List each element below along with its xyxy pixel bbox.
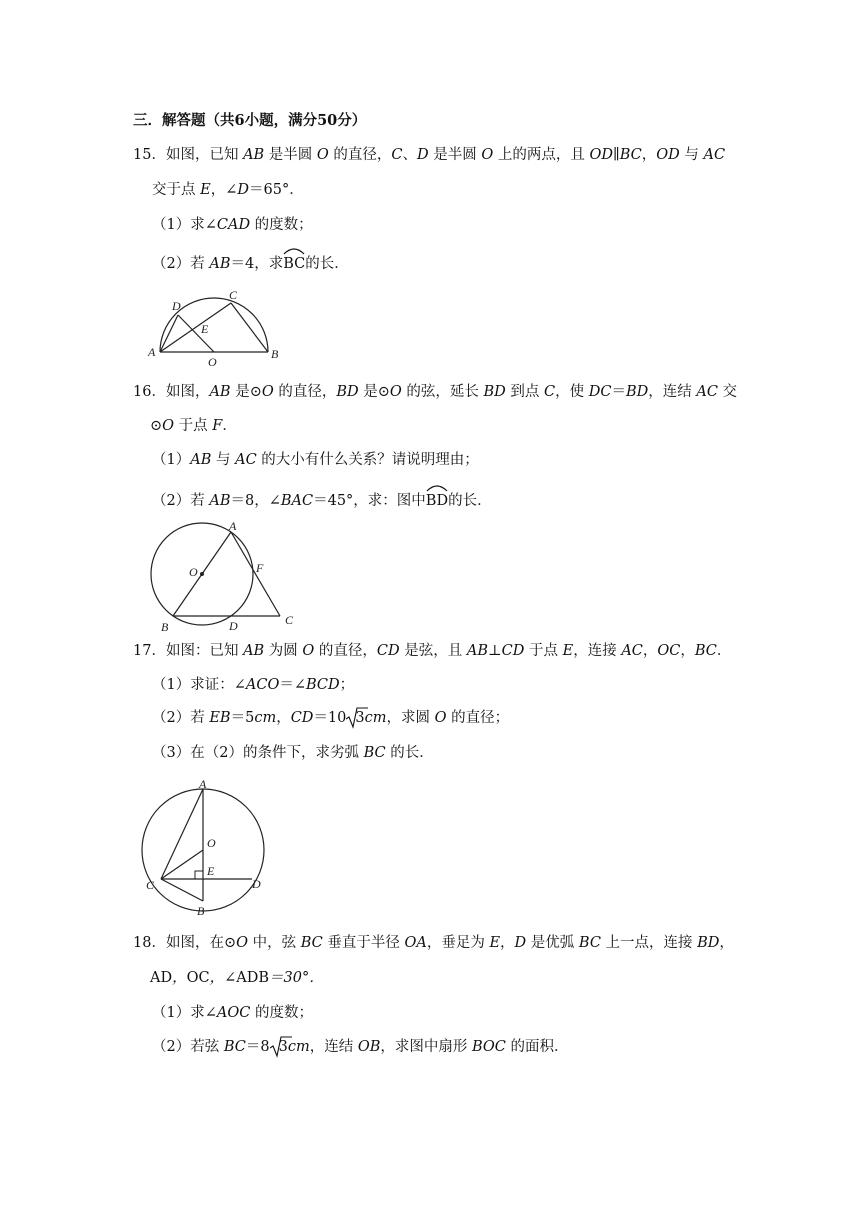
text-segment: 18．如图，在⊙: [133, 935, 237, 951]
section-title: 三．解答题（共6小题，满分50分）: [133, 112, 367, 129]
text-segment: （1）求证：∠: [152, 677, 246, 693]
text-segment: 15．如图，已知: [133, 147, 244, 163]
math-variable: AB: [243, 643, 265, 659]
sqrt-symbol: 3: [270, 1037, 288, 1057]
text-segment: （3）在（2）的条件下，求劣弧: [152, 745, 364, 761]
text-segment: 的度数；: [250, 1005, 313, 1021]
text-segment: 于点: [524, 643, 563, 659]
q18-line1: [133, 933, 734, 953]
label-a: A: [148, 345, 156, 359]
text-segment: 到点: [505, 384, 545, 400]
label-b: B: [271, 347, 279, 361]
text-segment: 为圆: [264, 643, 303, 659]
math-variable: CD: [501, 643, 525, 659]
q17-sub2: （2）若 EB＝5cm，CD＝10 3cm，求圆 O 的直径；: [152, 710, 510, 726]
math-variable: AB: [209, 384, 231, 400]
text-segment: 是⊙: [230, 384, 262, 400]
math-variable: CD: [376, 643, 400, 659]
math-variable: O: [389, 384, 402, 400]
math-variable: DC: [588, 384, 612, 400]
arc-bc-symbol: BC: [283, 254, 305, 274]
math-variable: OD: [589, 147, 614, 163]
math-variable: O: [236, 935, 248, 951]
text-segment: 上一点，连接: [600, 935, 698, 951]
label-e: E: [201, 322, 209, 336]
math-variable: BD: [697, 935, 720, 951]
text-segment: ，连结: [648, 384, 697, 400]
label-d: D: [252, 877, 261, 891]
math-variable: AC: [703, 147, 726, 163]
label-c: C: [285, 613, 294, 627]
q17-line1: [133, 641, 731, 661]
math-variable: BC: [300, 935, 323, 951]
text-segment: 16．如图，: [133, 384, 210, 400]
q15-sub1: [152, 215, 313, 235]
math-variable: AB: [243, 147, 265, 163]
label-c: C: [229, 288, 238, 302]
text-segment: （1）: [152, 452, 191, 468]
text-segment: 是⊙: [358, 384, 390, 400]
text-segment: ，: [642, 643, 658, 659]
math-variable: O: [261, 384, 274, 400]
math-variable: E: [562, 643, 574, 659]
label-c: C: [146, 878, 155, 892]
math-variable: E: [489, 935, 501, 951]
q16-line1: [133, 382, 737, 402]
math-variable: C: [544, 384, 556, 400]
text-segment: 的度数；: [250, 217, 313, 233]
math-variable: D: [237, 182, 249, 198]
math-variable: ACO: [245, 677, 280, 693]
math-variable: AOC: [216, 1005, 251, 1021]
math-variable: OA: [404, 935, 427, 951]
math-variable: ，∠: [209, 970, 237, 986]
sqrt-symbol: 3: [346, 708, 364, 728]
text-segment: 上的两点，且: [493, 147, 590, 163]
text-segment: 与: [679, 147, 704, 163]
text-segment: 、: [402, 147, 418, 163]
math-variable: BD: [483, 384, 506, 400]
math-variable: C: [391, 147, 403, 163]
math-variable: AC: [621, 643, 643, 659]
text-segment: 的长．: [385, 745, 434, 761]
text-segment: ，: [719, 935, 734, 951]
math-variable: BD: [625, 384, 649, 400]
text-segment: 交于点: [152, 182, 201, 198]
text-segment: （1）求∠: [152, 1005, 217, 1021]
text-segment: ⊙: [150, 418, 163, 434]
label-o: O: [208, 355, 217, 368]
text-segment: 的直径，: [328, 147, 392, 163]
text-segment: ．: [222, 418, 237, 434]
text-segment: 于点: [174, 418, 213, 434]
text-segment: AD: [150, 970, 173, 986]
math-variable: D: [417, 147, 429, 163]
q16-sub1: [152, 450, 479, 470]
math-variable: E: [200, 182, 211, 198]
math-variable: BC: [619, 147, 642, 163]
math-variable: BC: [694, 643, 717, 659]
text-segment: ＝65°．: [249, 182, 304, 198]
text-segment: 中，弦: [248, 935, 301, 951]
label-e: E: [207, 864, 215, 878]
math-variable: OD: [656, 147, 680, 163]
text-segment: 垂直于半径: [322, 935, 405, 951]
text-segment: 的直径，: [314, 643, 377, 659]
text-segment: 是弦，且: [399, 643, 467, 659]
math-variable: BC: [363, 745, 386, 761]
text-segment: 是优弧: [526, 935, 579, 951]
label-b: B: [161, 620, 169, 634]
q17-sub1: [152, 675, 354, 695]
math-variable: CAD: [216, 217, 251, 233]
label-f: F: [256, 561, 264, 575]
label-o: O: [189, 565, 198, 579]
text-segment: ＝∠: [279, 677, 306, 693]
math-variable: O: [162, 418, 175, 434]
text-segment: 是半圆: [264, 147, 317, 163]
text-segment: ，∠: [210, 182, 238, 198]
text-segment: OC: [186, 970, 210, 986]
text-segment: ADB: [236, 970, 270, 986]
label-d: D: [229, 619, 238, 633]
text-segment: ，: [680, 643, 695, 659]
q15-line1: [133, 145, 725, 165]
q15-line2: [152, 180, 304, 200]
math-variable: AC: [235, 452, 257, 468]
q16-sub2: （2）若 AB＝8，∠BAC＝45°，求：图中 BD的长．: [152, 491, 492, 511]
text-segment: ⊥: [488, 643, 502, 659]
q16-circle-figure: [145, 520, 305, 635]
math-variable: O: [316, 147, 329, 163]
label-a: A: [229, 520, 237, 533]
text-segment: ＝: [611, 384, 626, 400]
text-segment: （1）求∠: [152, 217, 217, 233]
text-segment: 的弦，延长: [401, 384, 484, 400]
text-segment: 与: [211, 452, 236, 468]
q15-semicircle-figure: [145, 288, 285, 368]
text-segment: ，垂足为: [426, 935, 490, 951]
arc-bd-symbol: BD: [426, 491, 448, 511]
label-a: A: [199, 777, 207, 791]
text-segment: ，连接: [573, 643, 622, 659]
q17-sub3: [152, 743, 434, 763]
text-segment: ∥: [613, 147, 620, 163]
text-segment: 的大小有什么关系？请说明理由；: [256, 452, 479, 468]
q15-sub2: （2）若 AB＝4，求 BC的长．: [152, 254, 349, 274]
label-o: O: [207, 836, 216, 850]
math-variable: BCD: [306, 677, 340, 693]
q16-line2: [150, 416, 237, 436]
text-segment: ；: [339, 677, 355, 693]
text-segment: 的直径，: [273, 384, 337, 400]
q17-circle-figure: [140, 777, 270, 922]
label-d: D: [172, 299, 181, 313]
math-variable: AB: [190, 452, 212, 468]
text-segment: 17．如图：已知: [133, 643, 244, 659]
math-variable: BD: [336, 384, 359, 400]
math-variable: F: [212, 418, 223, 434]
text-segment: ，使: [555, 384, 589, 400]
math-variable: ，: [172, 970, 187, 986]
text-segment: ，: [641, 147, 657, 163]
math-variable: OC: [657, 643, 681, 659]
math-variable: O: [302, 643, 315, 659]
text-segment: ，: [500, 935, 515, 951]
q18-sub2: （2）若弦 BC＝8 3cm，连结 OB，求图中扇形 BOC 的面积．: [152, 1039, 569, 1055]
math-variable: AC: [696, 384, 718, 400]
q18-line2: [150, 968, 324, 988]
math-variable: AB: [466, 643, 489, 659]
label-b: B: [197, 904, 205, 918]
math-variable: D: [514, 935, 527, 951]
text-segment: ．: [716, 643, 732, 659]
math-variable: ＝30°．: [269, 970, 324, 986]
math-variable: BC: [578, 935, 601, 951]
q18-sub1: [152, 1003, 313, 1023]
text-segment: 是半圆: [428, 147, 482, 163]
text-segment: 交: [717, 384, 738, 400]
math-variable: O: [481, 147, 494, 163]
